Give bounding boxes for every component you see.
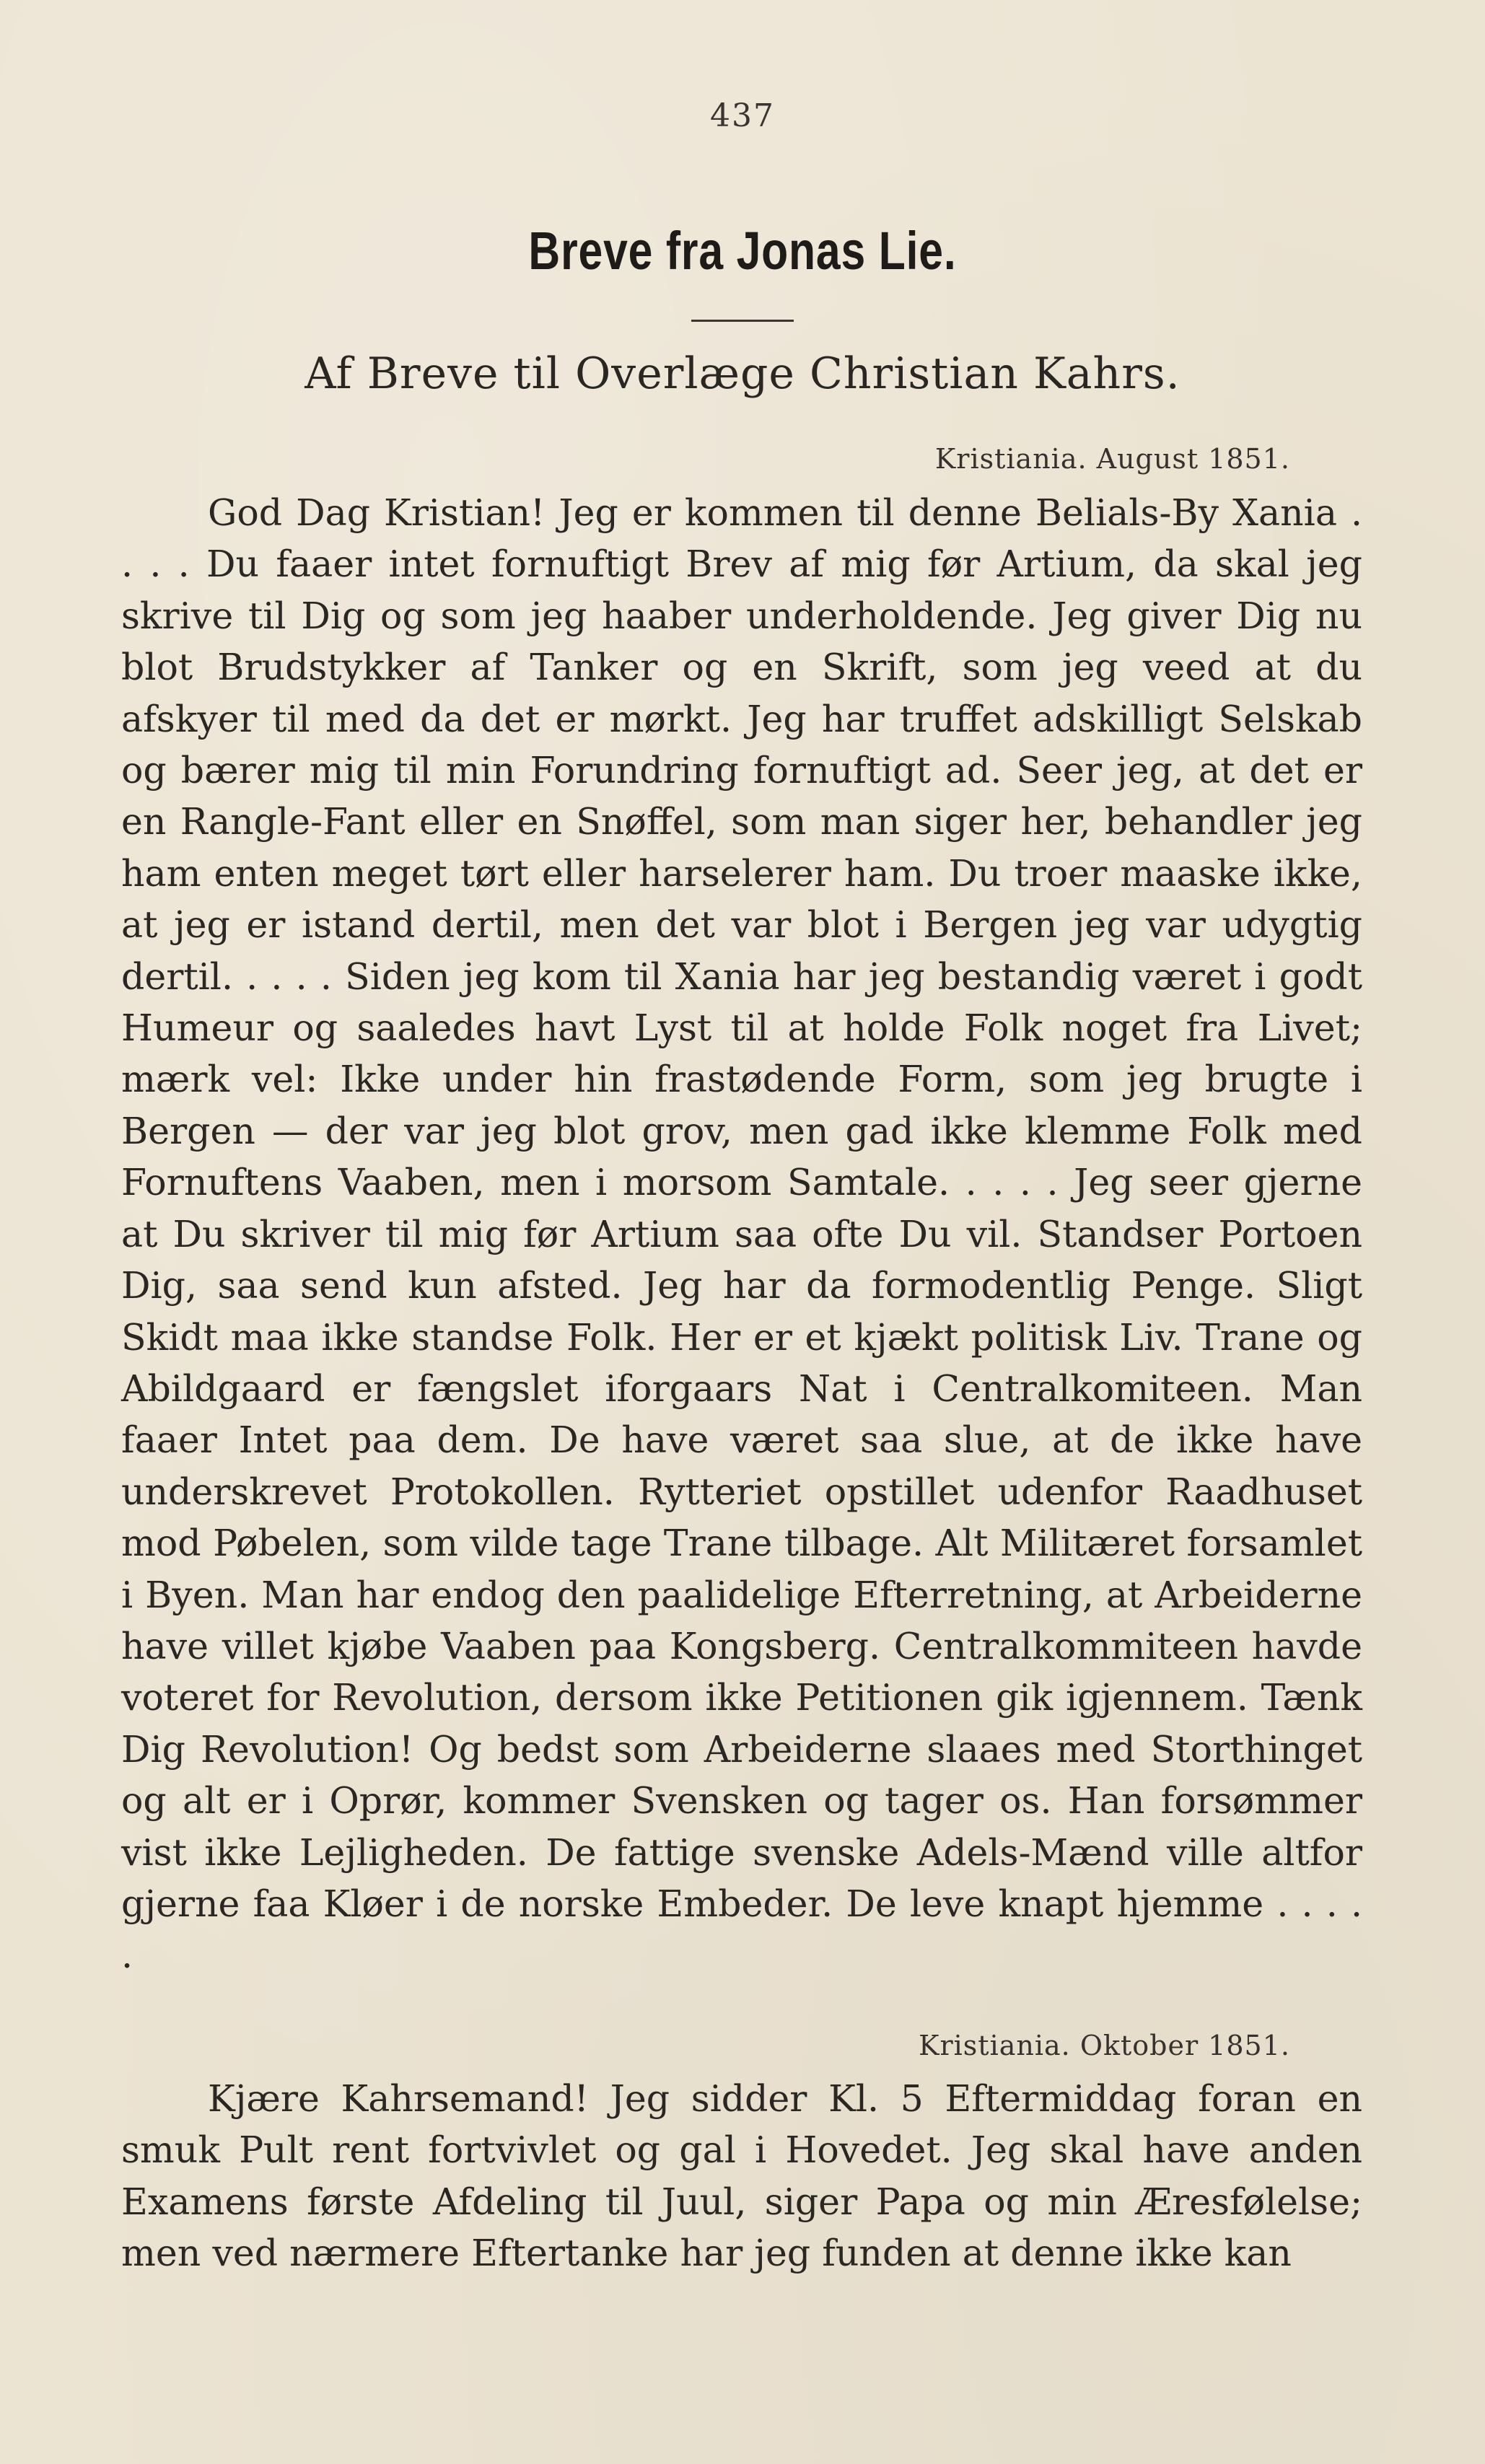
page-number: 437 (710, 97, 775, 134)
page-subtitle: Af Breve til Overlæge Christian Kahrs. (305, 348, 1180, 399)
letter-1-text: God Dag Kristian! Jeg er kommen til denne Belials-By Xania . . . . Du faaer intet fornuftigt Brev af mig før Artium, da skal jeg skrive til Dig og som jeg haaber underholdende. Jeg giver Dig nu blot Brudstykker af Tanker og en Skrift, som jeg veed at du afskyer til med da det er mørkt. Jeg har truffet adskilligt Selskab og bærer mig til min Forundring fornuftigt ad. Seer jeg, at det er en Rangle-Fant eller en Snøffel, som man siger her, behandler jeg ham enten meget tørt eller harselerer ham. Du troer maaske ikke, at jeg er istand dertil, men det var blot i Bergen jeg var udygtig dertil. . . . . Siden jeg kom til Xania har jeg bestandig været i godt Humeur og saaledes havt Lyst til at holde Folk noget fra Livet; mærk vel: Ikke under hin frastødende Form, som jeg brugte i Bergen — der var jeg blot grov, men gad ikke klemme Folk med Fornuftens Vaaben, men i morsom Samtale. . . . . Jeg seer gjerne at Du skriver til mig før Artium saa ofte Du vil. Standser Portoen Dig, saa send kun afsted. Jeg har da formodentlig Penge. Sligt Skidt maa ikke standse Folk. Her er et kjækt politisk Liv. Trane og Abildgaard er fængslet iforgaars Nat i Centralkomiteen. Man faaer Intet paa dem. De have været saa slue, at de ikke have underskrevet Protokollen. Rytteriet opstillet udenfor Raadhuset mod Pøbelen, som vilde tage Trane tilbage. Alt Militæret forsamlet i Byen. Man har endog den paalidelige Efterretning, at Arbeiderne have villet kjøbe Vaaben paa Kongsberg. Centralkommiteen havde voteret for Revolution, dersom ikke Petitionen gik igjennem. Tænk Dig Revolution! Og bedst som Arbeiderne slaaes med Storthinget og alt er i Oprør, kommer Svensken og tager os. Han forsømmer vist ikke Lejligheden. De fattige svenske Adels-Mænd ville altfor gjerne faa Kløer i de norske Embeder. De leve knapt hjemme . . . . . (121, 491, 1362, 1977)
letter-1-body (121, 487, 1362, 1981)
title-divider (691, 320, 794, 322)
letter-2-body (121, 2073, 1362, 2279)
letter-1-dateline: Kristiania. August 1851. (934, 443, 1290, 475)
letter-2-dateline: Kristiania. Oktober 1851. (919, 2030, 1290, 2061)
page-title: Breve fra Jonas Lie. (528, 221, 957, 281)
letter-2-text: Kjære Kahrsemand! Jeg sidder Kl. 5 Eftermiddag foran en smuk Pult rent fortvivlet og gal i Hovedet. Jeg skal have anden Examens første Afdeling til Juul, siger Papa og min Æresfølelse; men ved nærmere Eftertanke har jeg funden at denne ikke kan (121, 2077, 1362, 2275)
